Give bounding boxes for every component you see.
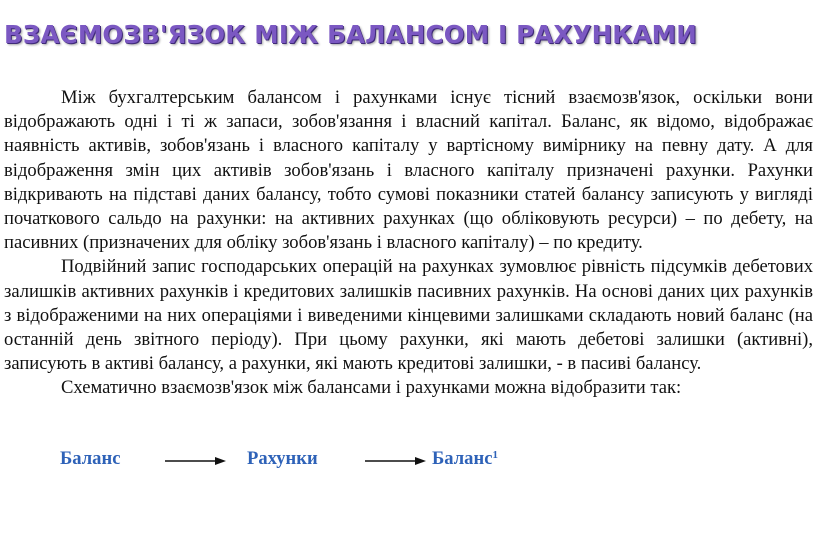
scheme-accounts: Рахунки	[247, 448, 318, 469]
page-title: ВЗАЄМОЗВ'ЯЗОК МІЖ БАЛАНСОМ І РАХУНКАМИ	[4, 20, 697, 49]
right-arrow-icon	[365, 456, 427, 466]
right-arrow-icon	[165, 456, 227, 466]
body-text	[4, 86, 813, 401]
scheme-balance-end	[432, 448, 498, 470]
scheme-balance-end-label: Баланс	[432, 448, 493, 469]
paragraph-1: Між бухгалтерським балансом і рахунками існує тісний взаємозв'язок, оскільки вони відображають одні і ті ж запаси, зобов'язання і власний капітал. Баланс, як відомо, відображає наявність активів, зобов'язань і власного капіталу у вартісному вимірнику на певну дату. А для відображення змін цих активів зобов'язань і власного капіталу призначені рахунки. Рахунки відкривають на підставі даних балансу, тобто сумові показники статей балансу записують у вигляді початкового сальдо на рахунки: на активних рахунках (що обліковують ресурси) – по дебету, на пасивних (призначених для обліку зобов'язань і власного капіталу) – по кредиту.	[4, 87, 813, 254]
scheme-row	[60, 448, 620, 474]
scheme-balance-end-superscript: 1	[492, 449, 498, 461]
paragraph-2: Подвійний запис господарських операцій на рахунках зумовлює рівність підсумків дебетових залишків активних рахунків і кредитових залишків пасивних рахунків. На основі даних цих рахунків з відображеними на них операціями і виведеними кінцевими залишками складають новий баланс (на останній день звітного періоду). При цьому рахунки, які мають дебетові залишки (активні), записують в активі балансу, а рахунки, які мають кредитові залишки, - в пасиві балансу.	[4, 256, 813, 375]
scheme-balance-start: Баланс	[60, 448, 121, 469]
paragraph-3: Схематично взаємозв'язок між балансами і рахунками можна відобразити так:	[61, 377, 682, 399]
